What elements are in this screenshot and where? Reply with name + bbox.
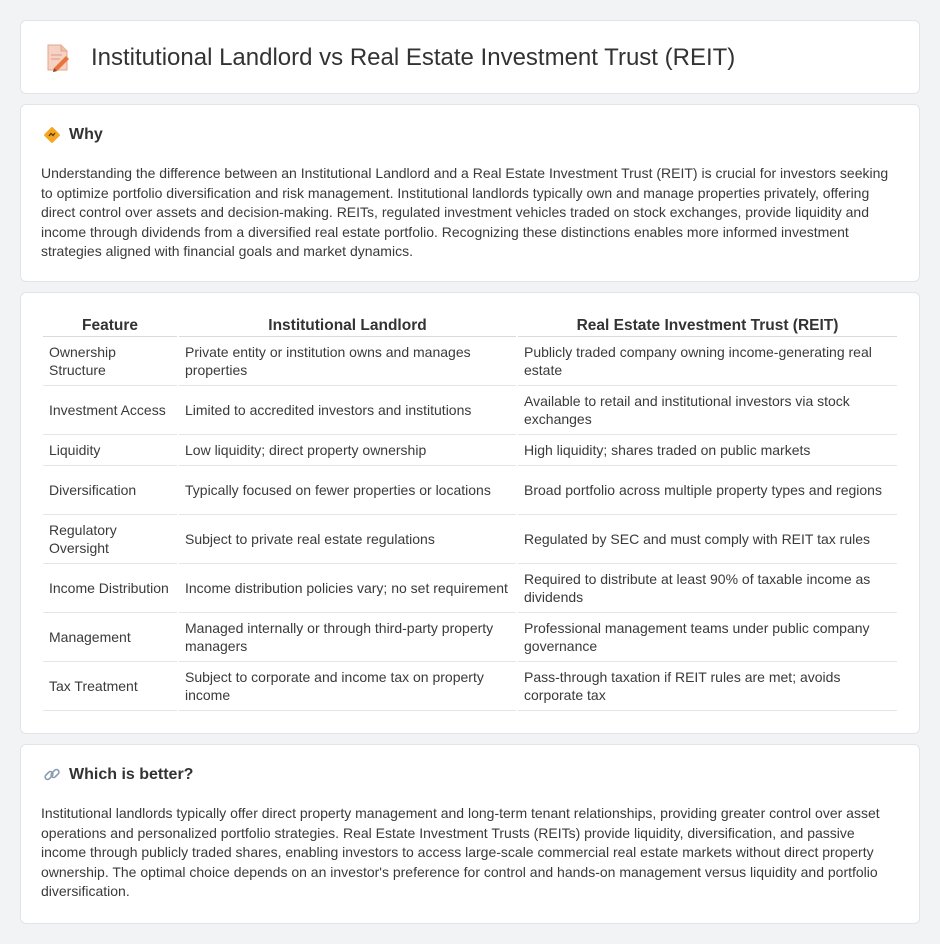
feature-cell: Tax Treatment [43,662,177,711]
column-header-feature: Feature [43,315,177,337]
table-header-row [43,315,897,337]
landlord-cell: Private entity or institution owns and manages properties [179,337,516,386]
better-header [43,766,193,784]
document-pencil-icon [45,43,71,73]
table-row [43,515,897,564]
landlord-cell: Managed internally or through third-party property managers [179,613,516,662]
table-row [43,564,897,613]
page-title: Institutional Landlord vs Real Estate Investment Trust (REIT) [91,44,736,71]
diamond-sign-icon [43,126,61,144]
reit-cell: Available to retail and institutional investors via stock exchanges [518,386,897,435]
table-row [43,386,897,435]
table-row [43,337,897,386]
title-row [45,43,735,73]
why-text: Understanding the difference between an Institutional Landlord and a Real Estate Investment Trust (REIT) is crucial for investors seeking to optimize portfolio diversification and risk management. Institutional landlords typically own and manage properties privately, offering direct control over assets and decision-making. REITs, regulated investment vehicles traded on stock exchanges, provide liquidity and income through dividends from a diversified real estate portfolio. Recognizing these distinctions enables more informed investment strategies aligned with financial goals and market dynamics. [41,165,889,260]
reit-cell: High liquidity; shares traded on public markets [518,435,897,466]
why-section [20,104,920,282]
feature-cell: Investment Access [43,386,177,435]
landlord-cell: Low liquidity; direct property ownership [179,435,516,466]
why-title: Why [69,126,103,143]
table-row [43,435,897,466]
comparison-section [20,292,920,734]
why-header [43,126,103,144]
which-is-better-section [20,744,920,924]
feature-cell: Regulatory Oversight [43,515,177,564]
reit-cell: Required to distribute at least 90% of taxable income as dividends [518,564,897,613]
feature-cell: Income Distribution [43,564,177,613]
feature-cell: Management [43,613,177,662]
table-row [43,662,897,711]
feature-cell: Ownership Structure [43,337,177,386]
column-header-reit: Real Estate Investment Trust (REIT) [518,315,897,337]
better-title: Which is better? [69,766,194,783]
landlord-cell: Typically focused on fewer properties or locations [179,466,516,515]
reit-cell: Publicly traded company owning income-generating real estate [518,337,897,386]
landlord-cell: Subject to corporate and income tax on property income [179,662,516,711]
title-card [20,20,920,94]
reit-cell: Regulated by SEC and must comply with REIT tax rules [518,515,897,564]
better-text: Institutional landlords typically offer direct property management and long-term tenant relationships, providing greater control over asset operations and personalized portfolio strategies. Real Estate Investment Trusts (REITs) provide liquidity, diversification, and passive income through publicly traded shares, enabling investors to access large-scale commercial real estate markets without direct property ownership. The optimal choice depends on an investor's preference for control and hands-on management versus liquidity and portfolio diversification. [41,805,880,900]
comparison-table [41,315,899,711]
landlord-cell: Limited to accredited investors and institutions [179,386,516,435]
landlord-cell: Subject to private real estate regulations [179,515,516,564]
column-header-institutional-landlord: Institutional Landlord [179,315,516,337]
feature-cell: Liquidity [43,435,177,466]
link-icon [43,766,61,784]
table-row [43,613,897,662]
landlord-cell: Income distribution policies vary; no set requirement [179,564,516,613]
table-row [43,466,897,515]
reit-cell: Broad portfolio across multiple property types and regions [518,466,897,515]
reit-cell: Pass-through taxation if REIT rules are met; avoids corporate tax [518,662,897,711]
feature-cell: Diversification [43,466,177,515]
reit-cell: Professional management teams under public company governance [518,613,897,662]
